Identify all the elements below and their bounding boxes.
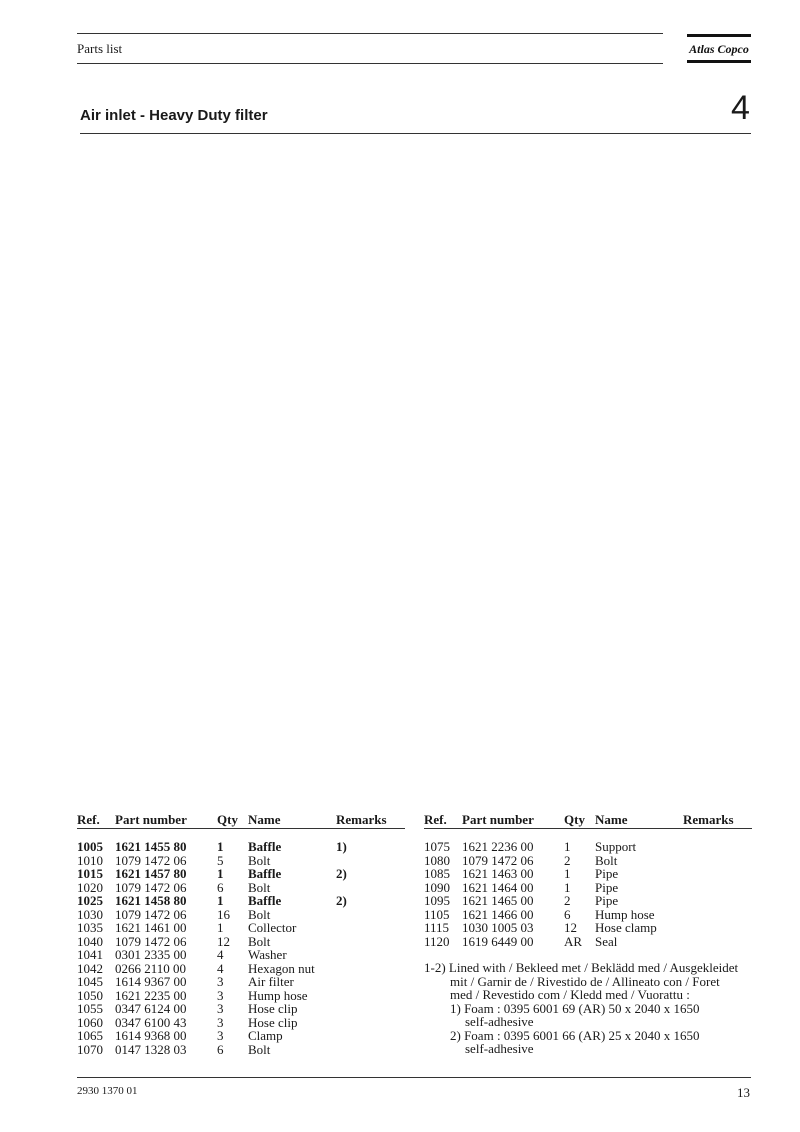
qty-cell: 3 bbox=[217, 974, 224, 989]
part-number-cell: 1621 1463 00 bbox=[462, 866, 534, 881]
table-row bbox=[424, 894, 752, 908]
qty-cell: 5 bbox=[217, 852, 224, 868]
qty-cell: 1 bbox=[564, 866, 571, 881]
table-row bbox=[77, 989, 405, 1003]
table-row bbox=[424, 854, 752, 868]
part-number-cell: 1614 9368 00 bbox=[115, 1028, 187, 1043]
qty-cell: 6 bbox=[564, 906, 571, 922]
part-number-cell: 1614 9367 00 bbox=[115, 974, 187, 989]
name-cell: Support bbox=[595, 839, 637, 854]
ref-cell: 1005 bbox=[77, 839, 103, 854]
qty-cell: 1 bbox=[217, 893, 224, 908]
name-cell: Bolt bbox=[595, 852, 618, 868]
part-number-cell: 1621 1464 00 bbox=[462, 879, 534, 895]
table-row bbox=[77, 1016, 405, 1030]
section-title-rule bbox=[80, 133, 751, 134]
ref-cell: 1025 bbox=[77, 893, 103, 908]
qty-cell: 2 bbox=[564, 893, 571, 908]
note-line: 1-2) Lined with / Bekleed met / Beklädd med / Ausgekleidet bbox=[424, 960, 739, 975]
ref-cell: 1075 bbox=[424, 839, 450, 854]
remarks-cell: 2) bbox=[336, 893, 347, 908]
name-cell: Hump hose bbox=[248, 987, 308, 1003]
name-cell: Hose clip bbox=[248, 1001, 298, 1016]
qty-cell: 6 bbox=[217, 1041, 224, 1057]
qty-cell: 3 bbox=[217, 987, 224, 1003]
parts-table-left bbox=[77, 812, 405, 1062]
header-bottom-rule bbox=[77, 63, 663, 64]
name-cell: Hose clip bbox=[248, 1014, 298, 1030]
ref-cell: 1015 bbox=[77, 866, 103, 881]
section-title: Air inlet - Heavy Duty filter bbox=[80, 107, 268, 124]
name-cell: Bolt bbox=[248, 852, 271, 868]
name-cell: Clamp bbox=[248, 1028, 283, 1043]
part-number-cell: 1030 1005 03 bbox=[462, 920, 534, 935]
qty-cell: AR bbox=[564, 933, 583, 949]
part-number-cell: 0301 2335 00 bbox=[115, 947, 187, 962]
qty-cell: 1 bbox=[564, 879, 571, 895]
name-cell: Hump hose bbox=[595, 906, 655, 922]
table-row bbox=[77, 854, 405, 868]
name-cell: Bolt bbox=[248, 933, 271, 949]
part-number-cell: 0347 6100 43 bbox=[115, 1014, 187, 1030]
table-row bbox=[77, 867, 405, 881]
part-number-cell: 1621 1465 00 bbox=[462, 893, 534, 908]
part-number-cell: 1619 6449 00 bbox=[462, 933, 534, 949]
ref-cell: 1040 bbox=[77, 933, 103, 949]
column-header-name: Name bbox=[595, 812, 628, 827]
column-header-name: Name bbox=[248, 812, 281, 827]
ref-cell: 1060 bbox=[77, 1014, 103, 1030]
ref-cell: 1020 bbox=[77, 879, 103, 895]
ref-cell: 1085 bbox=[424, 866, 450, 881]
name-cell: Baffle bbox=[248, 839, 282, 854]
part-number-cell: 0266 2110 00 bbox=[115, 960, 187, 976]
svg-text:Atlas Copco: Atlas Copco bbox=[689, 42, 749, 56]
qty-cell: 12 bbox=[217, 933, 230, 949]
ref-cell: 1041 bbox=[77, 947, 103, 962]
remarks-cell: 1) bbox=[336, 839, 347, 854]
name-cell: Pipe bbox=[595, 866, 619, 881]
remarks-cell: 2) bbox=[336, 866, 347, 881]
ref-cell: 1115 bbox=[424, 920, 450, 935]
column-header-remarks: Remarks bbox=[336, 812, 387, 827]
ref-cell: 1035 bbox=[77, 920, 103, 935]
part-number-cell: 1079 1472 06 bbox=[115, 906, 187, 922]
table-row bbox=[424, 881, 752, 895]
table-row bbox=[77, 921, 405, 935]
qty-cell: 4 bbox=[217, 947, 224, 962]
qty-cell: 2 bbox=[564, 852, 571, 868]
name-cell: Hose clamp bbox=[595, 920, 657, 935]
table-row bbox=[424, 908, 752, 922]
table-row bbox=[77, 894, 405, 908]
name-cell: Hexagon nut bbox=[248, 960, 315, 976]
part-number-cell: 1621 1461 00 bbox=[115, 920, 187, 935]
part-number-cell: 1621 1458 80 bbox=[115, 893, 187, 908]
table-row bbox=[77, 1043, 405, 1057]
part-number-cell: 1079 1472 06 bbox=[115, 933, 187, 949]
column-header-ref: Ref. bbox=[77, 812, 100, 827]
part-number-cell: 1079 1472 06 bbox=[462, 852, 534, 868]
name-cell: Baffle bbox=[248, 893, 282, 908]
table-row bbox=[77, 1002, 405, 1016]
part-number-cell: 0347 6124 00 bbox=[115, 1001, 187, 1016]
name-cell: Pipe bbox=[595, 893, 619, 908]
page-number: 13 bbox=[737, 1085, 750, 1100]
qty-cell: 4 bbox=[217, 960, 224, 976]
note-line: 1) Foam : 0395 6001 69 (AR) 50 x 2040 x 1650 bbox=[450, 1000, 700, 1016]
table-row bbox=[77, 948, 405, 962]
part-number-cell: 1621 1455 80 bbox=[115, 839, 187, 854]
qty-cell: 3 bbox=[217, 1014, 224, 1030]
part-number-cell: 1621 2236 00 bbox=[462, 839, 534, 854]
column-header-qty: Qty bbox=[217, 812, 238, 827]
note-line: 2) Foam : 0395 6001 66 (AR) 25 x 2040 x 1650 bbox=[450, 1027, 700, 1043]
name-cell: Seal bbox=[595, 933, 618, 949]
table-header-rule bbox=[424, 828, 752, 829]
part-number-cell: 1079 1472 06 bbox=[115, 852, 187, 868]
parts-table-right bbox=[424, 812, 752, 962]
part-number-cell: 1621 1457 80 bbox=[115, 866, 187, 881]
qty-cell: 3 bbox=[217, 1028, 224, 1043]
ref-cell: 1105 bbox=[424, 906, 450, 922]
header-top-rule bbox=[77, 33, 663, 34]
header-label: Parts list bbox=[77, 41, 123, 56]
logo-graphic bbox=[687, 34, 751, 64]
atlas-copco-logo bbox=[687, 34, 751, 64]
column-header-part-number: Part number bbox=[462, 812, 534, 827]
table-row bbox=[424, 840, 752, 854]
note-line: mit / Garnir de / Rivestido de / Allineato con / Foret bbox=[450, 973, 720, 989]
part-number-cell: 1621 2235 00 bbox=[115, 987, 187, 1003]
name-cell: Collector bbox=[248, 920, 297, 935]
table-row bbox=[77, 962, 405, 976]
ref-cell: 1080 bbox=[424, 852, 450, 868]
part-number-cell: 0147 1328 03 bbox=[115, 1041, 187, 1057]
table-row bbox=[77, 935, 405, 949]
name-cell: Air filter bbox=[248, 974, 294, 989]
table-row bbox=[424, 935, 752, 949]
ref-cell: 1030 bbox=[77, 906, 103, 922]
column-header-remarks: Remarks bbox=[683, 812, 734, 827]
qty-cell: 12 bbox=[564, 920, 577, 935]
qty-cell: 1 bbox=[217, 920, 224, 935]
table-header-rule bbox=[77, 828, 405, 829]
ref-cell: 1120 bbox=[424, 933, 450, 949]
ref-cell: 1042 bbox=[77, 960, 103, 976]
table-row bbox=[77, 1029, 405, 1043]
qty-cell: 3 bbox=[217, 1001, 224, 1016]
note-line: med / Revestido com / Kledd med / Vuorattu : bbox=[450, 987, 690, 1002]
table-row bbox=[77, 975, 405, 989]
note-line: self-adhesive bbox=[465, 1041, 534, 1056]
ref-cell: 1045 bbox=[77, 974, 103, 989]
qty-cell: 6 bbox=[217, 879, 224, 895]
column-header-part-number: Part number bbox=[115, 812, 187, 827]
table-row bbox=[77, 881, 405, 895]
name-cell: Washer bbox=[248, 947, 287, 962]
column-header-qty: Qty bbox=[564, 812, 585, 827]
part-number-cell: 1621 1466 00 bbox=[462, 906, 534, 922]
column-header-ref: Ref. bbox=[424, 812, 447, 827]
name-cell: Bolt bbox=[248, 906, 271, 922]
name-cell: Bolt bbox=[248, 879, 271, 895]
qty-cell: 16 bbox=[217, 906, 230, 922]
ref-cell: 1010 bbox=[77, 852, 103, 868]
ref-cell: 1055 bbox=[77, 1001, 103, 1016]
ref-cell: 1050 bbox=[77, 987, 103, 1003]
ref-cell: 1070 bbox=[77, 1041, 103, 1057]
document-number: 2930 1370 01 bbox=[77, 1085, 138, 1097]
ref-cell: 1095 bbox=[424, 893, 450, 908]
part-number-cell: 1079 1472 06 bbox=[115, 879, 187, 895]
footer-rule bbox=[77, 1077, 751, 1078]
table-row bbox=[424, 867, 752, 881]
qty-cell: 1 bbox=[217, 839, 224, 854]
name-cell: Baffle bbox=[248, 866, 282, 881]
name-cell: Bolt bbox=[248, 1041, 271, 1057]
qty-cell: 1 bbox=[564, 839, 571, 854]
table-row bbox=[424, 921, 752, 935]
section-number: 4 bbox=[731, 89, 750, 127]
table-row bbox=[77, 840, 405, 854]
name-cell: Pipe bbox=[595, 879, 619, 895]
table-row bbox=[77, 908, 405, 922]
qty-cell: 1 bbox=[217, 866, 224, 881]
ref-cell: 1065 bbox=[77, 1028, 103, 1043]
note-line: self-adhesive bbox=[465, 1014, 534, 1029]
ref-cell: 1090 bbox=[424, 879, 450, 895]
